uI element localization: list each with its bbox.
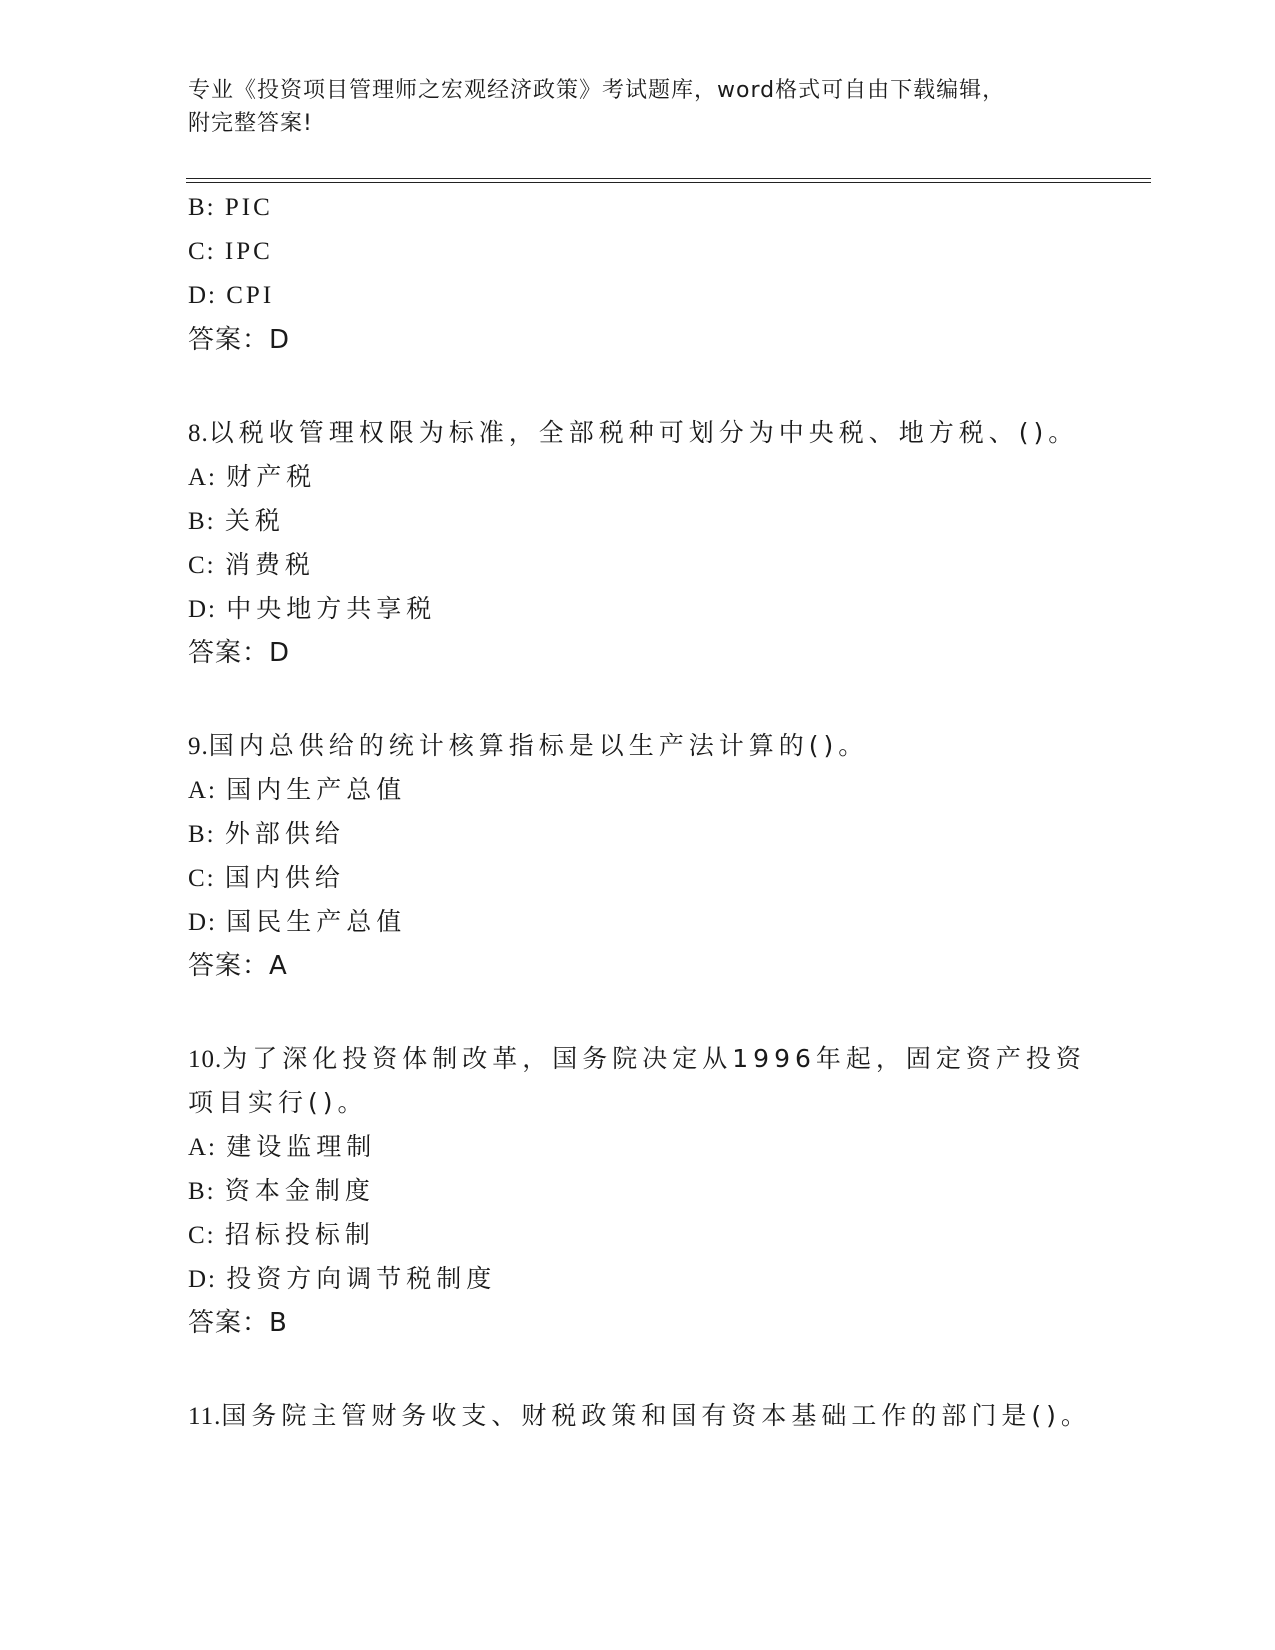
option-key: C: — [188, 238, 216, 265]
option-key: B: — [188, 194, 216, 221]
header-divider-top — [186, 178, 1151, 179]
question-number: 8. — [188, 420, 209, 447]
q10-option-c — [188, 1220, 375, 1251]
option-text: 投资方向调节税制度 — [226, 1264, 497, 1293]
question-10-continued — [188, 1088, 368, 1118]
option-key: A: — [188, 1134, 217, 1161]
prev-answer: 答案：D — [188, 325, 291, 355]
q8-option-c — [188, 550, 315, 581]
q9-option-a — [188, 775, 406, 806]
prev-option-c — [188, 237, 273, 267]
header-line-2: 附完整答案! — [188, 111, 313, 136]
q8-option-d — [188, 594, 436, 625]
option-text: 财产税 — [226, 462, 317, 491]
q10-option-d — [188, 1264, 496, 1295]
option-key: B: — [188, 508, 216, 535]
q10-option-b — [188, 1176, 375, 1207]
header-divider-bottom — [186, 182, 1151, 183]
question-8 — [188, 418, 1078, 449]
question-text-line-2: 项目实行()。 — [188, 1088, 368, 1117]
prev-option-b — [188, 193, 273, 223]
option-text: 国内供给 — [224, 863, 345, 892]
q9-option-c — [188, 863, 345, 894]
q9-option-b — [188, 819, 345, 850]
option-key: D: — [188, 909, 217, 936]
q9-answer: 答案：A — [188, 951, 288, 981]
option-key: C: — [188, 552, 216, 579]
option-text: 国民生产总值 — [226, 907, 407, 936]
prev-option-d — [188, 281, 274, 311]
q8-option-a — [188, 462, 316, 493]
option-key: D: — [188, 1266, 217, 1293]
document-header — [188, 74, 1068, 140]
option-text: 国内生产总值 — [226, 775, 407, 804]
option-key: C: — [188, 865, 216, 892]
option-text: CPI — [226, 282, 275, 309]
question-10 — [188, 1044, 1086, 1075]
question-11 — [188, 1401, 1091, 1432]
option-key: D: — [188, 282, 217, 309]
option-key: A: — [188, 464, 217, 491]
question-text-line-1: 为了深化投资体制改革，国务院决定从1996年起，固定资产投资 — [222, 1044, 1086, 1073]
option-text: IPC — [224, 238, 273, 265]
header-line-1: 专业《投资项目管理师之宏观经济政策》考试题库，word格式可自由下载编辑， — [188, 78, 1006, 103]
option-key: B: — [188, 821, 216, 848]
question-number: 10. — [188, 1046, 223, 1073]
option-text: 外部供给 — [224, 819, 345, 848]
question-number: 11. — [188, 1403, 222, 1430]
q10-option-a — [188, 1132, 376, 1163]
q8-answer: 答案：D — [188, 638, 291, 668]
option-key: A: — [188, 777, 217, 804]
question-text: 以税收管理权限为标准，全部税种可划分为中央税、地方税、()。 — [208, 418, 1079, 447]
option-text: 建设监理制 — [226, 1132, 377, 1161]
q10-answer: 答案：B — [188, 1308, 288, 1338]
option-key: B: — [188, 1178, 216, 1205]
option-key: C: — [188, 1222, 216, 1249]
option-text: 资本金制度 — [224, 1176, 375, 1205]
option-text: 中央地方共享税 — [226, 594, 437, 623]
option-text: PIC — [224, 194, 273, 221]
q9-option-d — [188, 907, 406, 938]
question-text: 国内总供给的统计核算指标是以生产法计算的()。 — [208, 731, 869, 760]
q8-option-b — [188, 506, 285, 537]
question-9 — [188, 731, 868, 762]
option-text: 消费税 — [224, 550, 315, 579]
question-text: 国务院主管财务收支、财税政策和国有资本基础工作的部门是()。 — [221, 1401, 1091, 1430]
option-text: 关税 — [224, 506, 285, 535]
option-text: 招标投标制 — [224, 1220, 375, 1249]
question-number: 9. — [188, 733, 209, 760]
option-key: D: — [188, 596, 217, 623]
